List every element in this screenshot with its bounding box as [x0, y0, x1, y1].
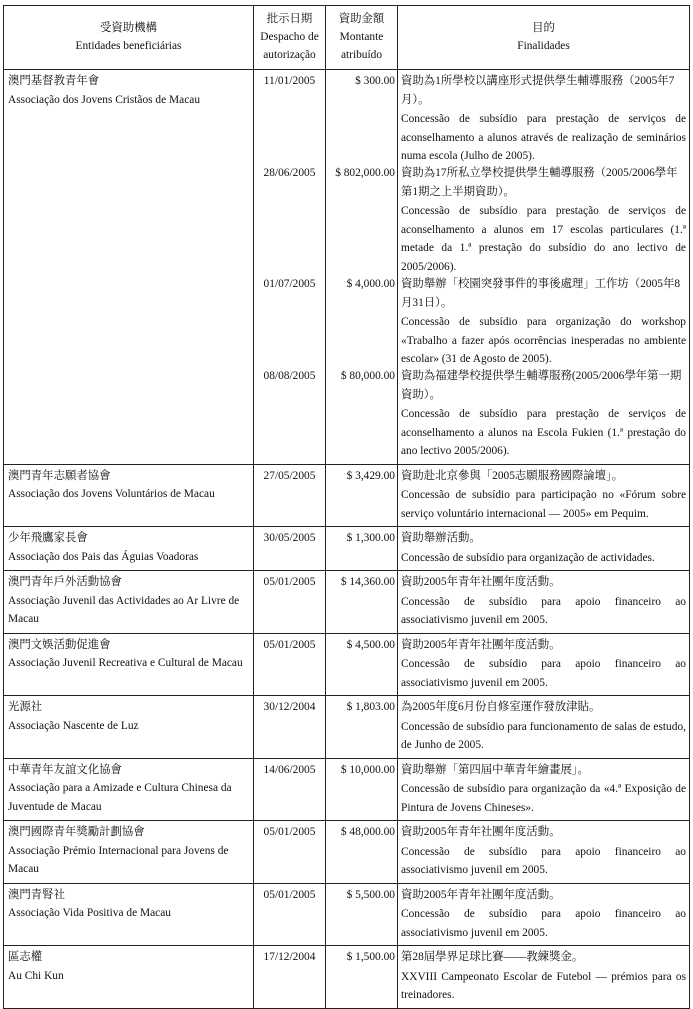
purpose-pt: Concessão de subsídio para participação no «Fórum sobre serviço voluntário internacional — 2005» em Pequim.: [401, 489, 686, 520]
table-row: [4, 633, 690, 696]
purpose-zh: 資助2005年青年社團年度活動。: [401, 826, 561, 838]
org-name-zh: 澳門基督教青年會: [8, 75, 100, 87]
purpose-zh: 資助舉辦活動。: [401, 532, 481, 544]
purpose-pt: Concessão de subsídio para prestação de serviços de aconselhamento a alunos através de realização de seminários numa escola (Julho de 2005).: [401, 113, 686, 162]
header-org: [4, 6, 254, 70]
table-body: [4, 70, 690, 1009]
org-name-zh: 澳門國際青年獎勵計劃協會: [8, 826, 145, 838]
date-cell: 17/12/2004: [254, 946, 326, 1009]
purpose-zh: 資助為17所私立學校提供學生輔導服務（2005/2006學年第1期之上半期資助）。: [401, 167, 678, 198]
purpose-pt: Concessão de subsídio para prestação de serviços de aconselhamento a alunos na Escola Fukien (1.ª prestação do ano lectivo 2005/2006).: [401, 408, 686, 457]
header-purpose-pt: Finalidades: [517, 40, 570, 52]
date-cell: 30/05/2005: [254, 527, 326, 571]
org-cell: [4, 883, 254, 946]
purpose-pt: Concessão de subsídio para apoio financeiro ao associativismo juvenil em 2005.: [401, 658, 686, 689]
amount-cell: $ 14,360.00: [326, 571, 398, 634]
org-cell: [4, 464, 254, 527]
grant-purpose: [401, 275, 686, 367]
table-row: [4, 758, 690, 821]
org-name-zh: 澳門青年志願者協會: [8, 469, 111, 482]
header-amount-zh: 資助金額: [338, 13, 385, 25]
amount-cell: $ 10,000.00: [326, 758, 398, 821]
purpose-zh: 第28屆學界足球比賽——教練獎金。: [401, 951, 584, 963]
org-name-pt: Associação para a Amizade e Cultura Chinesa da Juventude de Macau: [8, 782, 232, 813]
table-row: [4, 571, 690, 634]
header-amount-pt2: atribuído: [340, 49, 383, 61]
org-cell: [4, 758, 254, 821]
purpose-cell: [398, 696, 690, 759]
grant-date: 01/07/2005: [263, 278, 316, 290]
amount-cell: $ 1,803.00: [326, 696, 398, 759]
header-purpose: [398, 6, 690, 70]
amount-cell: $ 1,300.00: [326, 527, 398, 571]
purpose-cell: [398, 633, 690, 696]
org-name-zh: 區志權: [8, 951, 43, 963]
org-name-pt: Associação Juvenil das Actividades ao Ar Livre de Macau: [8, 594, 240, 625]
amount-cell: $ 4,500.00: [326, 633, 398, 696]
date-cell: 05/01/2005: [254, 571, 326, 634]
date-cell: 05/01/2005: [254, 821, 326, 884]
org-name-pt: Associação dos Pais das Águias Voadoras: [8, 550, 199, 563]
purpose-zh: 為2005年度6月份自修室運作發放津貼。: [401, 701, 601, 713]
purpose-zh: 資助2005年青年社團年度活動。: [401, 888, 561, 901]
date-cell: 14/06/2005: [254, 758, 326, 821]
purpose-pt: Concessão de subsídio para apoio financeiro ao associativismo juvenil em 2005.: [401, 845, 686, 876]
org-name-zh: 澳門青腎社: [8, 888, 65, 901]
purpose-cell: [398, 527, 690, 571]
org-name-zh: 澳門文娛活動促進會: [8, 638, 111, 651]
date-cell: 27/05/2005: [254, 464, 326, 527]
grant-purpose: [401, 164, 686, 275]
org-name-pt: Associação Prémio Internacional para Jovens de Macau: [8, 844, 229, 875]
header-org-zh: 受資助機構: [100, 22, 157, 34]
org-cell: [4, 946, 254, 1009]
table-header-row: [4, 6, 690, 70]
purpose-cell: [398, 571, 690, 634]
purpose-pt: Concessão de subsídio para apoio financeiro ao associativismo juvenil em 2005.: [401, 595, 686, 626]
header-amount: [326, 6, 398, 70]
org-name-pt: Associação Juvenil Recreativa e Cultural de Macau: [8, 657, 243, 669]
date-cell: [254, 70, 326, 465]
amount-cell: [326, 70, 398, 465]
org-name-zh: 少年飛鷹家長會: [8, 532, 88, 544]
grant-date: 28/06/2005: [263, 167, 316, 179]
grant-amount: $ 80,000.00: [340, 370, 395, 382]
grant-amount: $ 4,000.00: [346, 278, 395, 290]
header-purpose-zh: 目的: [532, 22, 555, 34]
amount-cell: $ 48,000.00: [326, 821, 398, 884]
table-row: [4, 696, 690, 759]
purpose-pt: XXVIII Campeonato Escolar de Futebol — prémios para os treinadores.: [401, 970, 686, 1001]
purpose-zh: 資助赴北京參與「2005志願服務國際論壇」。: [401, 469, 624, 482]
date-cell: 30/12/2004: [254, 696, 326, 759]
grant-amount: $ 300.00: [355, 75, 395, 87]
header-amount-pt1: Montante: [339, 31, 384, 43]
org-name-pt: Associação dos Jovens Voluntários de Macau: [8, 488, 215, 500]
grant-purpose: [401, 72, 686, 164]
purpose-zh: 資助舉辦「校園突發事件的事後處理」工作坊（2005年8月31日）。: [401, 278, 681, 309]
header-date: [254, 6, 326, 70]
purpose-zh: 資助為福建學校提供學生輔導服務(2005/2006學年第一期資助）。: [401, 370, 682, 401]
grant-purpose: [401, 367, 686, 461]
amount-cell: $ 3,429.00: [326, 464, 398, 527]
header-org-pt: Entidades beneficiárias: [75, 40, 182, 52]
grant-date: 08/08/2005: [263, 370, 316, 382]
purpose-cell: [398, 70, 690, 465]
org-cell: [4, 633, 254, 696]
purpose-pt: Concessão de subsídio para organização da «4.ª Exposição de Pintura de Jovens Chineses».: [401, 783, 686, 814]
org-cell: [4, 821, 254, 884]
grant-date: 11/01/2005: [263, 75, 316, 87]
table-row: [4, 883, 690, 946]
purpose-pt: Concessão de subsídio para apoio financeiro ao associativismo juvenil em 2005.: [401, 908, 686, 939]
table-row: [4, 946, 690, 1009]
table-row: [4, 464, 690, 527]
purpose-pt: Concessão de subsídio para organização do workshop «Trabalho a fazer após ocorrências inesperadas no ambiente escolar» (31 de Agosto de 2005).: [401, 316, 686, 365]
org-cell: [4, 527, 254, 571]
table-row: [4, 527, 690, 571]
purpose-zh: 資助2005年青年社團年度活動。: [401, 638, 561, 651]
header-date-zh: 批示日期: [266, 13, 313, 25]
table-row: [4, 70, 690, 465]
org-name-zh: 中華青年友誼文化協會: [8, 763, 122, 776]
org-name-pt: Associação Vida Positiva de Macau: [8, 907, 171, 919]
date-cell: 05/01/2005: [254, 633, 326, 696]
purpose-pt: Concessão de subsídio para organização de actividades.: [401, 551, 655, 564]
grant-amount: $ 802,000.00: [335, 167, 395, 179]
purpose-cell: [398, 464, 690, 527]
purpose-zh: 資助為1所學校以講座形式提供學生輔導服務（2005年7月）。: [401, 75, 675, 106]
date-cell: 05/01/2005: [254, 883, 326, 946]
header-date-pt1: Despacho de: [260, 31, 319, 43]
subsidy-table: [3, 5, 690, 1009]
purpose-pt: Concessão de subsídio para funcionamento de salas de estudo, de Junho de 2005.: [401, 720, 686, 751]
purpose-zh: 資助舉辦「第四屆中華青年繪畫展」。: [401, 763, 589, 776]
purpose-cell: [398, 821, 690, 884]
purpose-zh: 資助2005年青年社團年度活動。: [401, 576, 561, 588]
table-row: [4, 821, 690, 884]
purpose-cell: [398, 946, 690, 1009]
org-name-zh: 光源社: [8, 701, 43, 713]
amount-cell: $ 1,500.00: [326, 946, 398, 1009]
org-name-pt: Associação Nascente de Luz: [8, 719, 139, 732]
org-name-pt: Associação dos Jovens Cristãos de Macau: [8, 93, 201, 106]
purpose-pt: Concessão de subsídio para prestação de serviços de aconselhamento a alunos em 17 escolas particulares (1.ª metade da 1.ª prestação do subsídio do ano lectivo de 2005/2006).: [401, 205, 686, 273]
org-cell: [4, 571, 254, 634]
purpose-cell: [398, 883, 690, 946]
header-date-pt2: autorização: [263, 49, 316, 61]
org-name-zh: 澳門青年戶外活動協會: [8, 576, 122, 588]
org-name-pt: Au Chi Kun: [8, 969, 64, 982]
org-cell: [4, 70, 254, 465]
org-cell: [4, 696, 254, 759]
purpose-cell: [398, 758, 690, 821]
amount-cell: $ 5,500.00: [326, 883, 398, 946]
